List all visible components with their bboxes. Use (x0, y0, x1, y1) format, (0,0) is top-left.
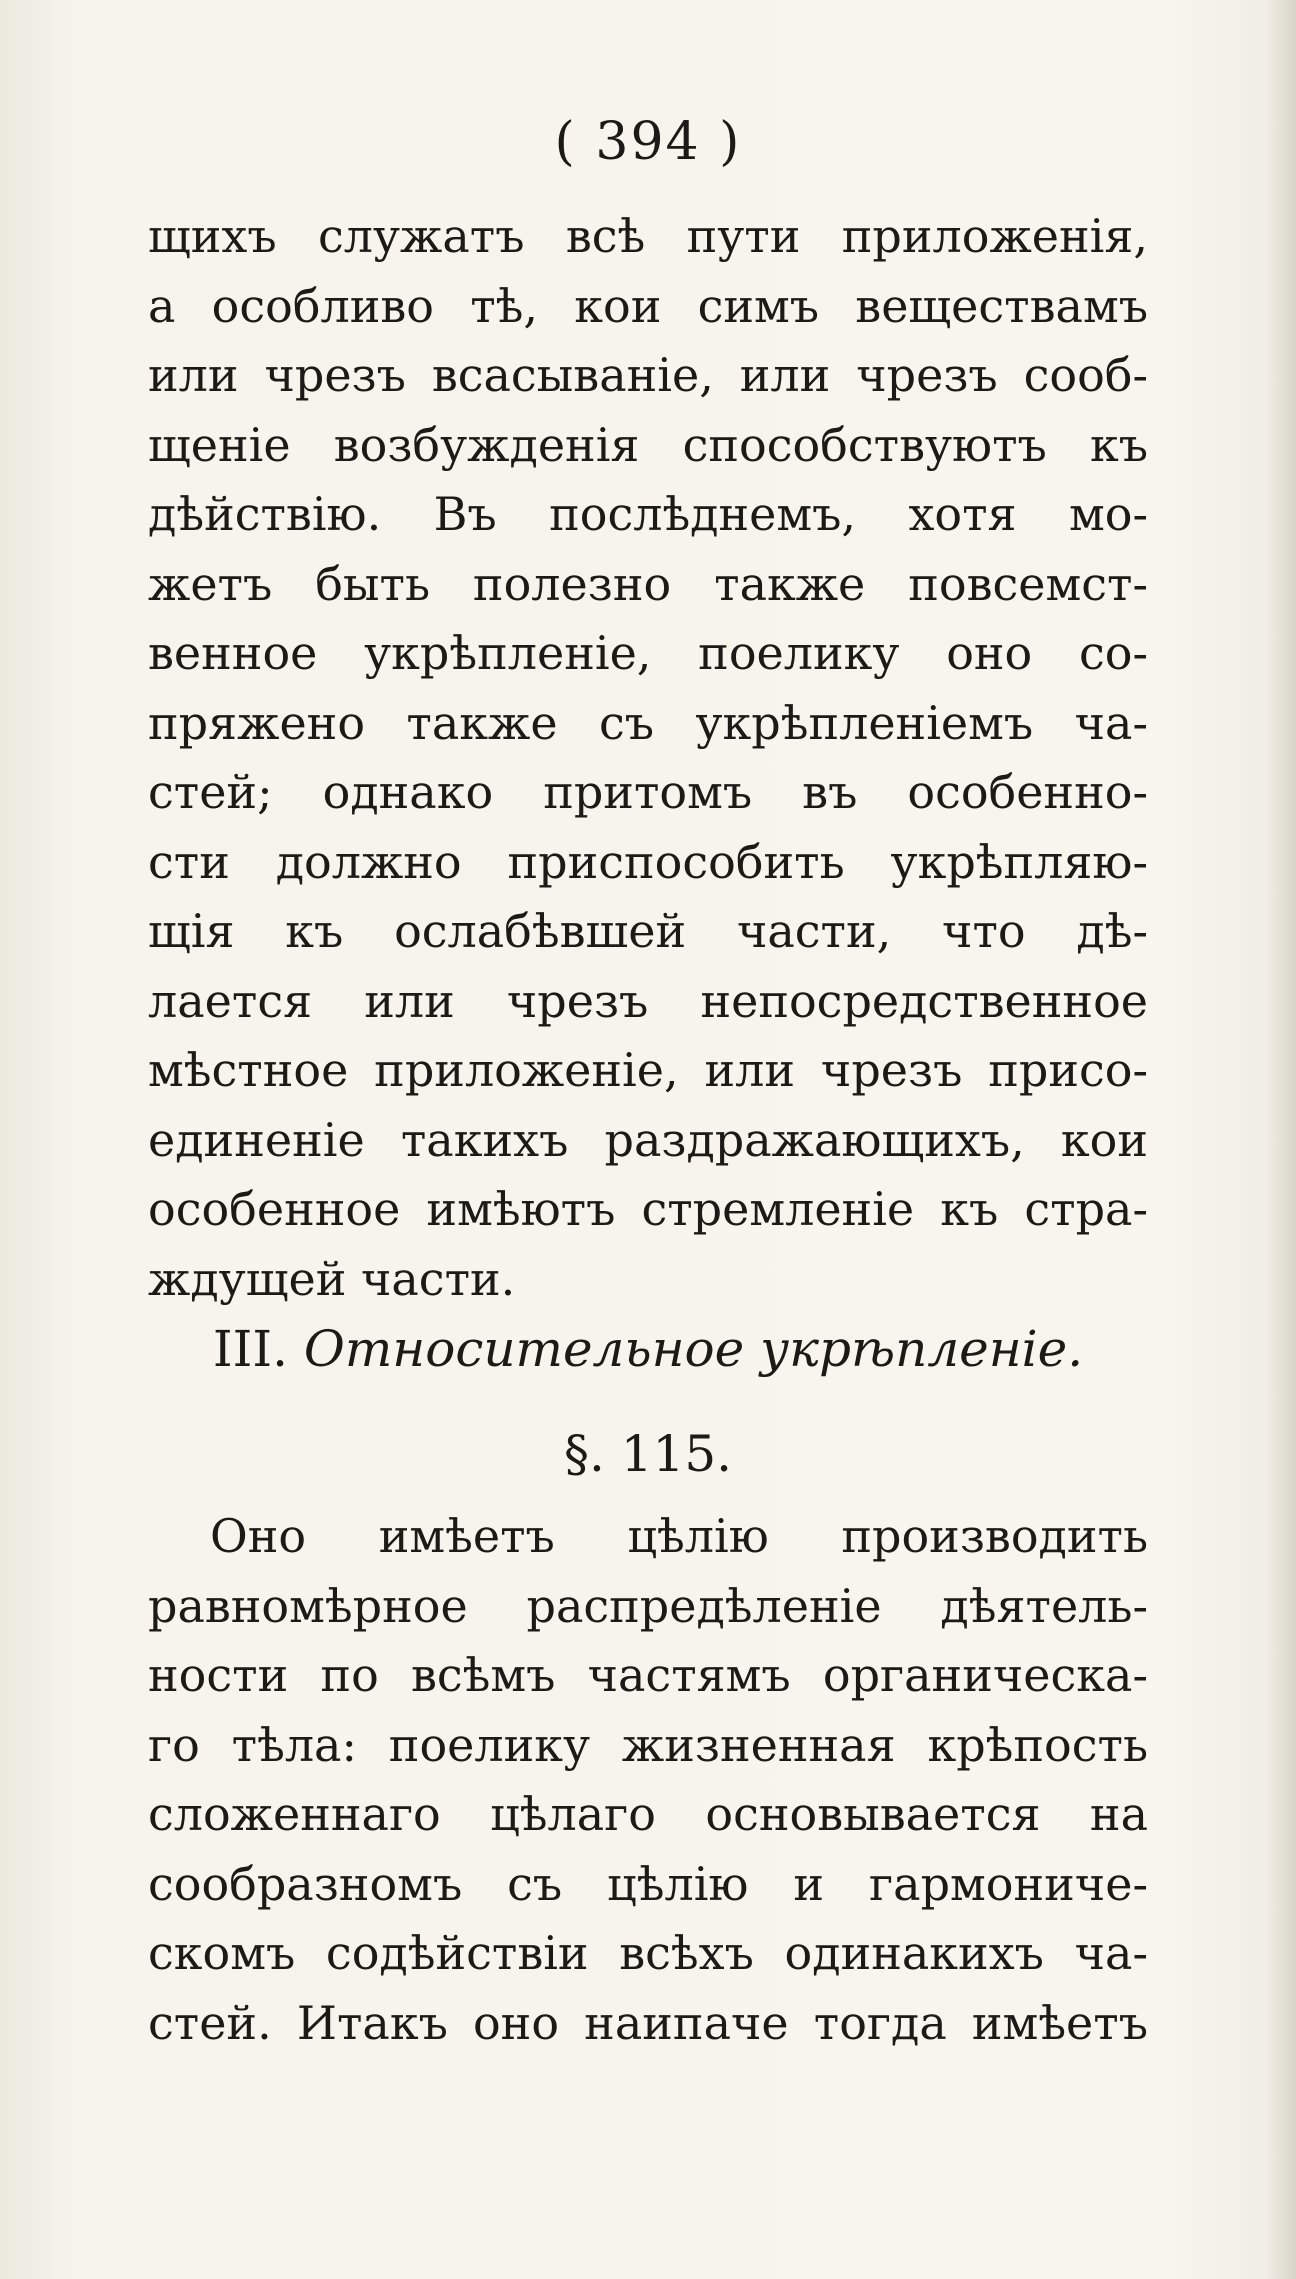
text-line: щія къ ослабѣвшей части, что дѣ- (148, 904, 1148, 958)
text-line: лается или чрезъ непосредственное (148, 973, 1148, 1028)
paragraph-number: §. 115. (563, 1425, 733, 1483)
page-edge-shadow (1266, 0, 1296, 2279)
text-line: особенное имѣютъ стремленіе къ стра- (148, 1182, 1148, 1236)
text-line: скомъ содѣйствіи всѣхъ одинакихъ ча- (148, 1926, 1148, 1980)
text-line: го тѣла: поелику жизненная крѣпость (148, 1717, 1148, 1772)
text-line: стей; однако притомъ въ особенно- (148, 765, 1148, 819)
section-title: Относительное укрѣпленіе. (303, 1320, 1084, 1378)
text-line: равномѣрное распредѣленіе дѣятель- (148, 1578, 1148, 1633)
text-line: или чрезъ всасываніе, или чрезъ сооб- (148, 348, 1148, 402)
text-line: стей. Итакъ оно наипаче тогда имѣетъ (148, 1995, 1148, 2050)
text-line: ности по всѣмъ частямъ органическа- (148, 1648, 1148, 1702)
section-heading (0, 1320, 1296, 1378)
paragraph-continued (148, 202, 1148, 1314)
paragraph-body (148, 1502, 1148, 2058)
text-line: сообразномъ съ цѣлію и гармониче- (148, 1856, 1148, 1911)
text-line: а особливо тѣ, кои симъ веществамъ (148, 278, 1148, 333)
text-line: мѣстное приложеніе, или чрезъ присо- (148, 1043, 1148, 1097)
text-line: единеніе такихъ раздражающихъ, кои (148, 1112, 1148, 1167)
text-line: сти должно приспособить укрѣпляю- (148, 834, 1148, 889)
text-line: пряжено также съ укрѣпленіемъ ча- (148, 695, 1148, 750)
text-line: сложеннаго цѣлаго основывается на (148, 1787, 1148, 1841)
page-number: ( 394 ) (554, 112, 742, 172)
text-line: венное укрѣпленіе, поелику оно со- (148, 626, 1148, 680)
text-line: дѣйствію. Въ послѣднемъ, хотя мо- (148, 487, 1148, 541)
text-line: Оно имѣетъ цѣлію производить (210, 1509, 1148, 1563)
text-line: щеніе возбужденія способствуютъ къ (148, 417, 1148, 472)
text-line: ждущей части. (148, 1251, 516, 1306)
section-number: III. (212, 1320, 288, 1378)
text-line: щихъ служатъ всѣ пути приложенія, (148, 209, 1148, 263)
text-line: жетъ быть полезно также повсемст- (148, 556, 1148, 611)
